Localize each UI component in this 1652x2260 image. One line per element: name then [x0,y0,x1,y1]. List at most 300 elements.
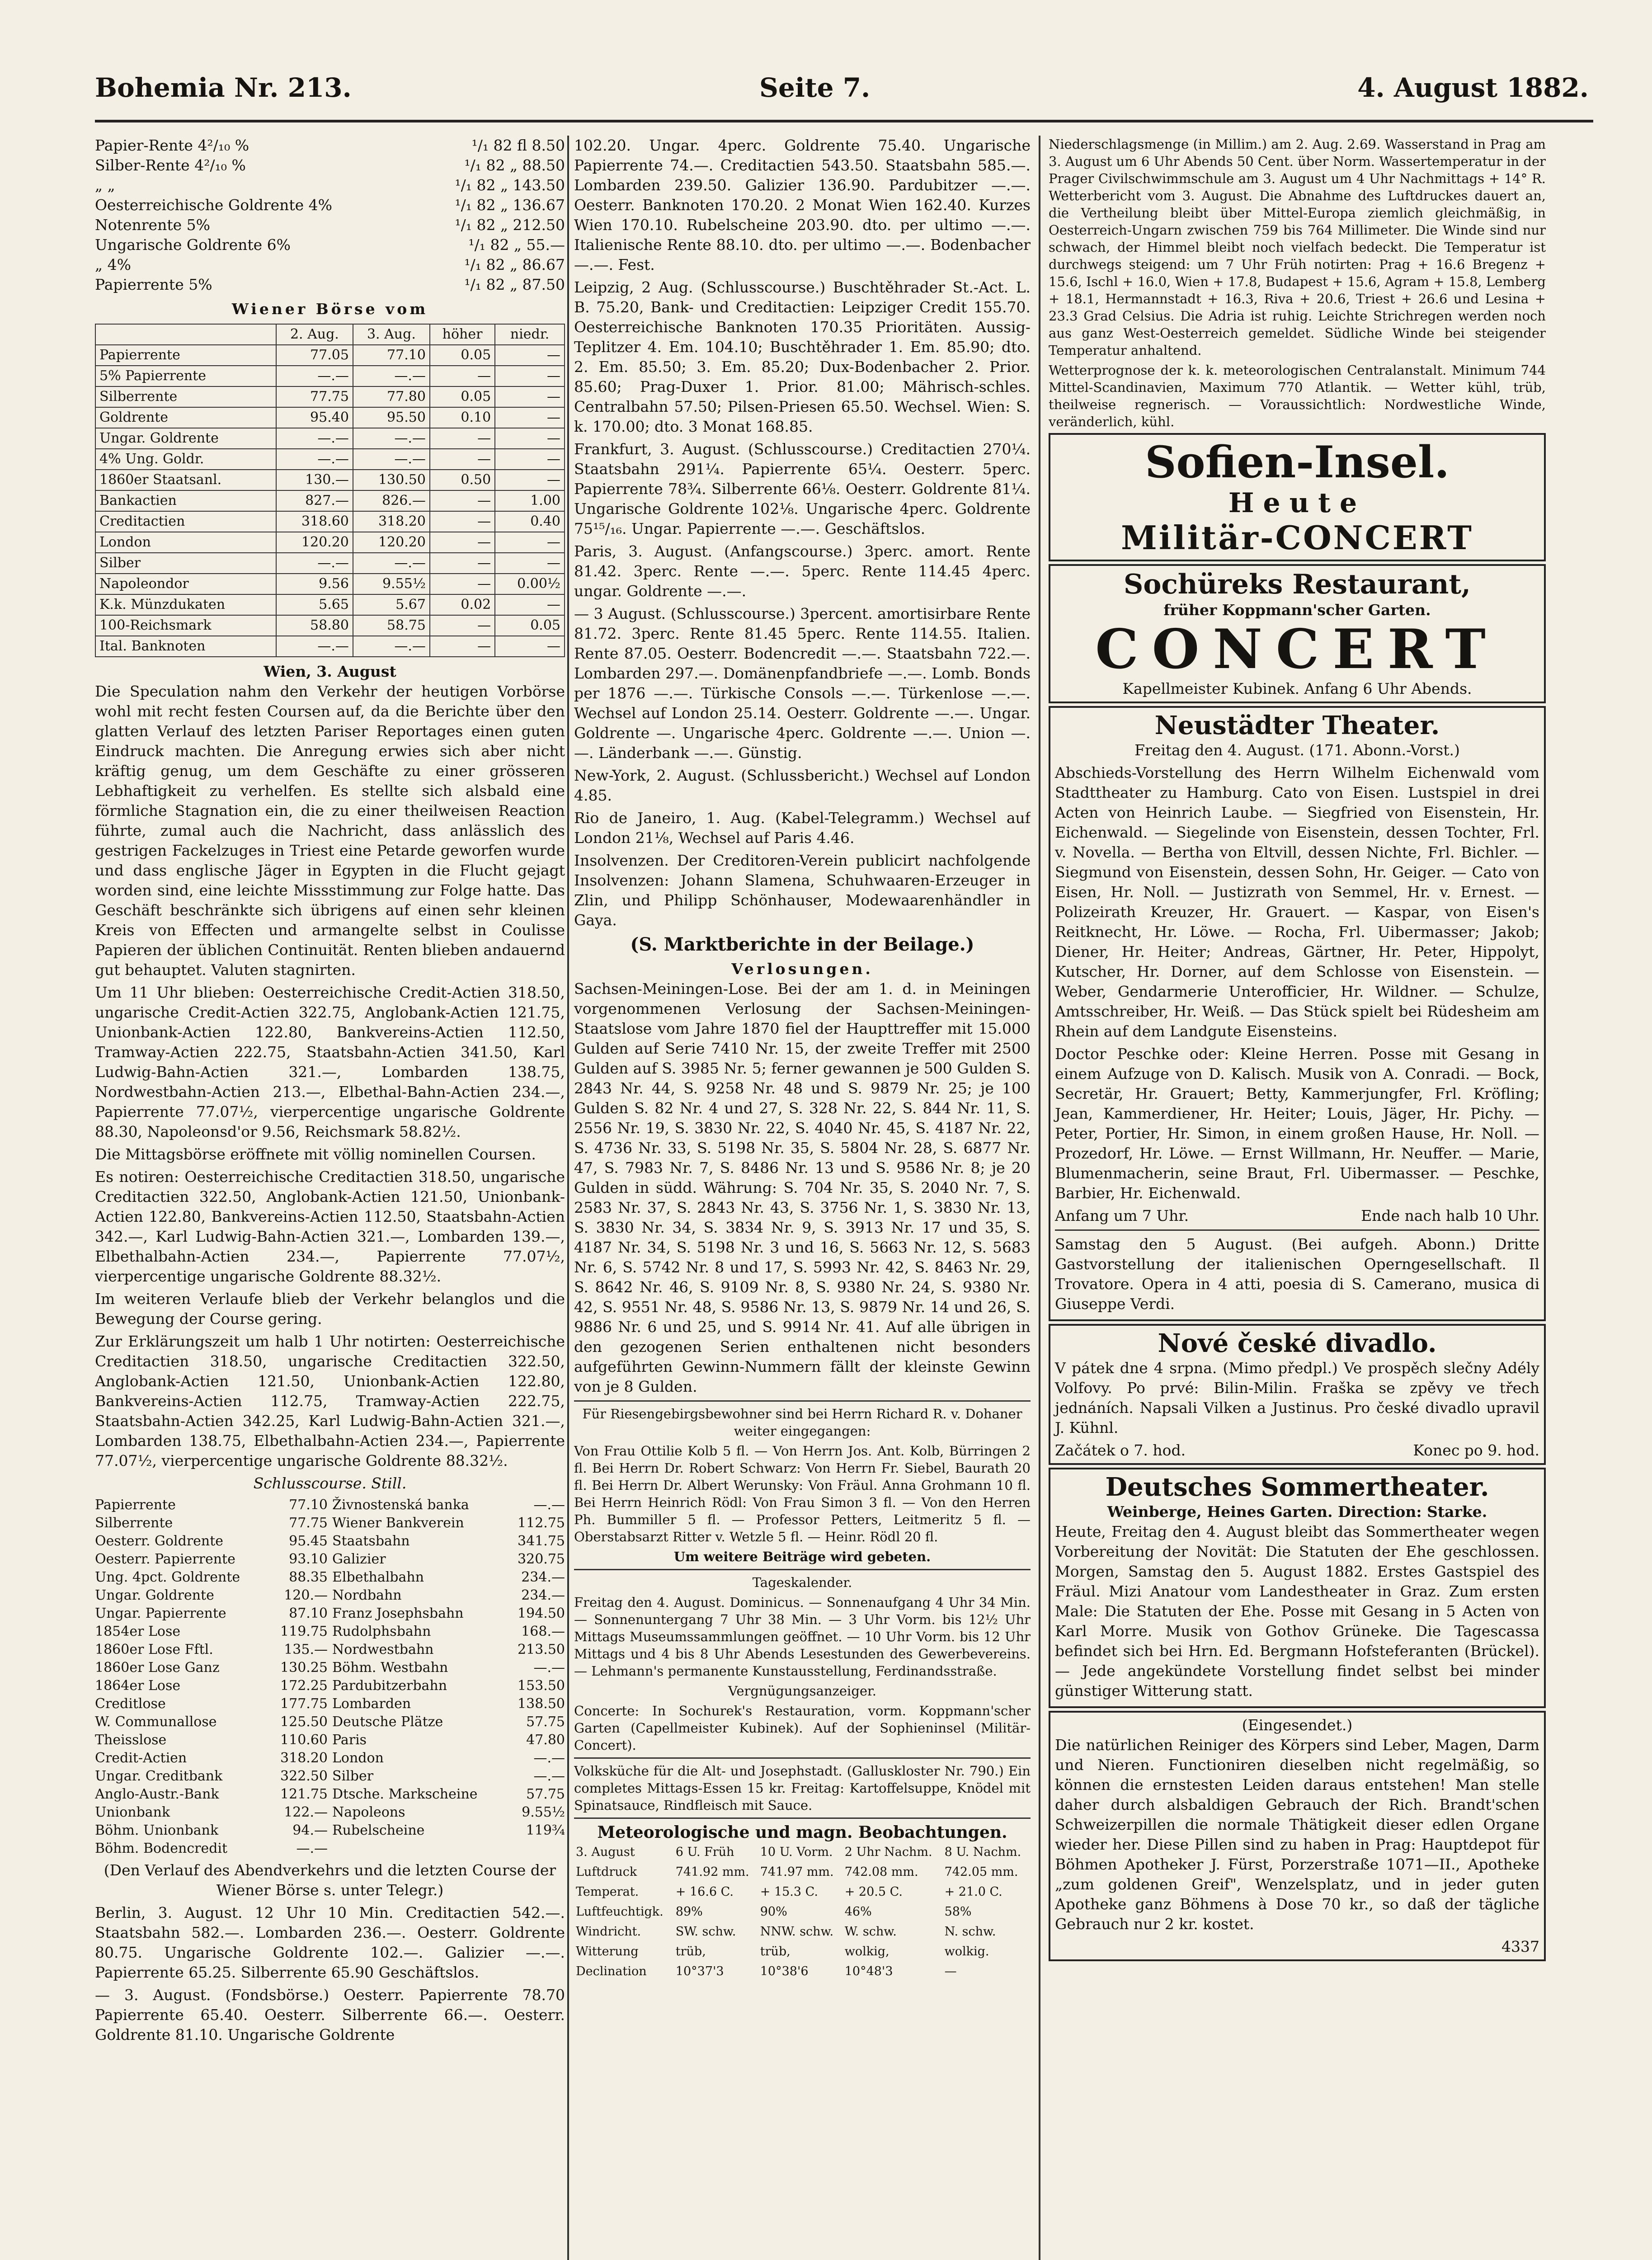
meteo-cell: 742.08 mm. [844,1865,918,1879]
ad-sommer-text: Heute, Freitag den 4. August bleibt das Sommertheater wegen Vorbereitung der Novität: Die Statuten der Ehe geschlossen. Morgen, Samstag den 5. August 1882. Erstes Gastspiel des Fräul. Mizi Anatour vom Landestheater in Graz. Zum ersten Male: Die Statuten der Ehe. Posse mit Gesang in 5 Acten von Karl Morre. Musik von Gothov Grüneke. Die Tagescassa befindet sich bei Hrn. Ed. Bergmann Hofsteferanten (Brückel). — Jede angekündete Vorstellung findet selbst bei minder günstiger Witterung statt. [1055,1523,1539,1700]
rente-value: ¹/₁ 82 „ 136.67 [455,196,565,214]
course-value: 95.45 [289,1533,328,1549]
course-name: Rubelscheine [332,1822,425,1838]
course-value: 153.50 [518,1678,565,1694]
course-name: Ungar. Papierrente [95,1606,226,1621]
table-row-label: Ungar. Goldrente [95,428,276,449]
table-row [95,594,565,615]
course-name: Papierrente [95,1497,176,1513]
meteo-cell: wolkig, [844,1945,890,1959]
ad-theater-text: Abschieds-Vorstellung des Herrn Wilhelm Eichenwald vom Stadttheater zu Hamburg. Cato von Eisen. Lustspiel in drei Acten von Heinrich Laube. — Siegfried von Eisenstein, Hr. Eichenwald. — Siegelinde von Eisenstein, dessen Tochter, Frl. v. Novella. — Bertha von Eltvill, dessen Nichte, Frl. Bichler. — Siegmund von Eisenstein, dessen Sohn, Hr. Geiger. — Cato von Eisen, Hr. Noll. — Justizrath von Semmel, Hr. v. Ernest. — Polizeirath Kreuzer, Hr. Grauert. — Kaspar, von Eisen's Reitknecht, Hr. Löwe. — Rocha, Frl. Uibermasser; Jakob; Diener, Hr. Heiter; Andreas, Gärtner, Hr. Peter, Hippolyt, Kutscher, Hr. Dorner, auf dem Schlosse von Eisenstein. — Weber, Gendarmerie Unterofficier, Hr. Wildner. — Schulze, Amtsschreiber, Hr. Weiß. — Das Stück spielt bei Rüdesheim am Rhein auf dem Landgute Eisensteins. [1055,764,1539,1040]
course-row [332,1785,565,1803]
course-row [95,1550,328,1568]
table-cell: —.— [353,366,430,386]
course-name: Nordwestbahn [332,1642,434,1657]
course-name: Unionbank [95,1804,170,1820]
table-cell: — [430,636,495,657]
course-row [332,1713,565,1731]
boerse-title: Wiener Börse vom [231,300,428,318]
meteo-cell: 742.05 mm. [944,1865,1018,1879]
course-name: Galizier [332,1551,386,1567]
table-row-label: 5% Papierrente [95,366,276,386]
marktberichte-note: (S. Marktberichte in der Beilage.) [630,934,974,955]
table-cell: 0.50 [430,470,495,490]
ad-theater-text2: Doctor Peschke oder: Kleine Herren. Posse mit Gesang in einem Aufzuge von D. Kalisch. Musik von A. Conradi. — Bock, Secretär, Hr. Grauert; Betty, Kammerjungfer, Frl. Kröfling; Jean, Kammerdiener, Hr. Heiter; Louis, Jäger, Hr. Pichy. — Peter, Portier, Hr. Simon, in einem großen Hause, Hr. Noll. — Prozedorf, Hr. Löwe. — Ernst Willmann, Hr. Neuffer. — Marie, Blumenmacherin, seine Braut, Frl. Uibermasser. — Peschke, Barbier, Hr. Eichenwald. [1055,1045,1539,1202]
page-header [95,68,1589,118]
course-name: 1854er Lose [95,1624,181,1639]
ad-theater-next: Samstag den 5 August. (Bei aufgeh. Abonn.) Dritte Gastvorstellung der italienischen Operngesellschaft. Il Trovatore. Opera in 4 atti, poesia di S. Camerano, musica di Giuseppe Verdi. [1055,1235,1539,1313]
table-row-label: Ital. Banknoten [95,636,276,657]
divider [574,1817,1031,1819]
course-value: 119.75 [280,1624,328,1639]
course-name: Pardubitzerbahn [332,1678,447,1694]
course-row [332,1623,565,1641]
ad-eingesendet-number: 4337 [1501,1938,1539,1955]
course-name: Staatsbahn [332,1533,410,1549]
ad-divadlo-start: Začátek o 7. hod. [1055,1441,1186,1459]
course-value: 322.50 [280,1768,328,1784]
course-value: 57.75 [526,1786,565,1802]
rente-row [95,175,565,195]
header-date: 4. August 1882. [1357,72,1589,103]
table-cell: 95.40 [276,407,353,428]
newyork-report: New-York, 2. August. (Schlussbericht.) Wechsel auf London 4.85. [574,767,1031,804]
table-header-row [95,324,565,345]
vergnuegung-text: Concerte: In Sochurek's Restauration, vorm. Koppmann'scher Garten (Capellmeister Kubinek). Auf der Sophieninsel (Militär-Concert). [574,1703,1031,1753]
rentes-list [95,136,565,295]
table-cell: 77.05 [276,345,353,366]
rente-row [95,235,565,255]
report-paragraph: Im weiteren Verlaufe blieb der Verkehr belanglos und die Bewegung der Course gering. [95,1290,565,1328]
meteo-cell: 58% [944,1905,972,1919]
table-row-label: Papierrente [95,345,276,366]
course-name: Paris [332,1732,367,1748]
meteo-header-cell: 6 U. Früh [675,1845,734,1859]
course-value: —.— [533,1660,565,1676]
table-row-label: Silber [95,553,276,574]
meteo-row [574,1862,1031,1882]
meteo-row [574,1882,1031,1902]
meteo-cell: 10°37'3 [675,1964,724,1978]
course-name: Theisslose [95,1732,167,1748]
paris-report: Paris, 3. August. (Anfangscourse.) 3perc. amort. Rente 81.42. 3perc. Rente —.—. 5perc. Rente 114.45 4perc. ungar. Goldrente —.—. [574,542,1031,600]
ad-eingesendet [1049,1711,1546,1961]
course-name: W. Communallose [95,1714,217,1730]
meteo-cell: — [944,1964,957,1978]
meteo-cell: 10°38'6 [760,1964,809,1978]
course-row [95,1587,328,1605]
course-row [332,1767,565,1785]
table-cell: 826.— [353,490,430,511]
table-row [95,449,565,470]
table-row-label: Silberrente [95,386,276,407]
spenden-text: Von Frau Ottilie Kolb 5 fl. — Von Herrn Jos. Ant. Kolb, Bürringen 2 fl. Bei Herrn Dr. Robert Schwarz: Von Herrn Fr. Siebel, Baurath 20 fl. Bei Herrn Dr. Albert Werunsky: Von Fräul. Anna Grohmann 10 fl. Bei Herrn Heinrich Rödl: Von Frau Simon 3 fl. — Von den Herren Ph. Bummiller 5 fl. — Professor Petters, Leitmeritz 5 fl. — Oberstabsarzt Ritter v. Wetzle 5 fl. — Heinr. Rödl 20 fl. [574,1443,1031,1544]
table-cell: 827.— [276,490,353,511]
table-cell: 77.80 [353,386,430,407]
table-cell: 5.65 [276,594,353,615]
course-name: Credit-Actien [95,1750,187,1766]
spenden-heading: Für Riesengebirgsbewohner sind bei Herrn Richard R. v. Dohaner weiter eingegangen: [582,1406,1022,1439]
spenden-tail: Um weitere Beiträge wird gebeten. [673,1549,931,1564]
table-cell: — [495,386,565,407]
meteo-row [574,1902,1031,1922]
course-row [95,1605,328,1623]
table-cell: 130.50 [353,470,430,490]
rente-value: ¹/₁ 82 „ 88.50 [464,156,565,174]
course-row [332,1803,565,1822]
table-row [95,490,565,511]
table-cell: — [495,428,565,449]
table-cell: —.— [276,636,353,657]
rente-name: Notenrente 5% [95,216,210,234]
table-row-label: Bankactien [95,490,276,511]
rente-name: „ 4% [95,256,131,273]
rente-value: ¹/₁ 82 fl 8.50 [471,137,565,154]
tageskalender-heading: Tageskalender. [752,1575,852,1590]
course-value: 57.75 [526,1714,565,1730]
course-row [332,1695,565,1713]
table-cell: 120.20 [353,532,430,553]
ad-sommertheater [1049,1468,1546,1708]
ad-eingesendet-head: (Eingesendet.) [1242,1716,1353,1734]
meteo-heading: Meteorologische und magn. Beobachtungen. [597,1823,1007,1842]
meteo-row [574,1962,1031,1982]
rente-name: Papierrente 5% [95,276,212,293]
meteo-cell: 10°48'3 [844,1964,893,1978]
rio-report: Rio de Janeiro, 1. Aug. (Kabel-Telegramm.) Wechsel auf London 21⅛, Wechsel auf Paris 4.46. [574,809,1031,847]
course-value: 168.— [521,1624,565,1639]
course-value: —.— [533,1750,565,1766]
course-value: 77.10 [289,1497,328,1513]
course-row [95,1840,328,1858]
table-cell: 5.67 [353,594,430,615]
course-value: 130.25 [280,1660,328,1676]
course-row [95,1731,328,1749]
table-row [95,532,565,553]
table-row [95,470,565,490]
meteo-header-cell: 10 U. Vorm. [760,1845,833,1859]
frankfurt-report: Frankfurt, 3. August. (Schlusscourse.) Creditactien 270¼. Staatsbahn 291¼. Papierrente 65¼. Oesterr. 5perc. Papierrente 78¾. Silberrente 66⅛. Oesterr. Goldrente 81¼. Ungarische Goldrente 102⅛. Ungarische 4perc. Goldrente 75¹⁵/₁₆. Ungar. Papierrente —.—. Geschäftslos. [574,440,1031,537]
course-name: Wiener Bankverein [332,1515,464,1531]
course-value: 121.75 [280,1786,328,1802]
table-cell: 1.00 [495,490,565,511]
meteo-header-cell: 3. August [576,1845,635,1859]
meteo-cell: 741.92 mm. [675,1865,749,1879]
table-cell: — [430,532,495,553]
course-value: 318.20 [280,1750,328,1766]
table-cell: 0.10 [430,407,495,428]
course-value: 47.80 [526,1732,565,1748]
table-cell: — [495,366,565,386]
table-cell: — [495,345,565,366]
meteo-cell: wolkig. [944,1945,989,1959]
course-value: 172.25 [280,1678,328,1694]
course-name: Silberrente [95,1515,173,1531]
table-cell: 0.40 [495,511,565,532]
meteo-cell: trüb, [760,1945,791,1959]
course-row [332,1605,565,1623]
table-cell: — [495,470,565,490]
column-1 [95,136,565,2260]
rente-row [95,275,565,295]
table-cell: —.— [276,366,353,386]
header-rule [95,120,1593,122]
rente-value: ¹/₁ 82 „ 143.50 [455,176,565,194]
volkskueche-text: Volksküche für die Alt- und Josephstadt. (Galluskloster Nr. 790.) Ein completes Mittags-Essen 15 kr. Freitag: Kartoffelsuppe, Knödel mit Spinatsauce, Rindfleisch mit Sauce. [574,1763,1031,1813]
table-cell: 130.— [276,470,353,490]
divider [574,1569,1031,1570]
course-name: Oesterr. Papierrente [95,1551,235,1567]
table-cell: 318.20 [353,511,430,532]
course-value: 77.75 [289,1515,328,1531]
berlin-continued: 102.20. Ungar. 4perc. Goldrente 75.40. Ungarische Papierrente 74.—. Creditactien 543.50. Staatsbahn 585.—. Lombarden 239.50. Galizier 136.90. Pardubitzer —.—. Oesterr. Banknoten 170.20. 2 Monat Wien 162.40. Kurzes Wien 170.10. Rubelscheine 203.90. dto. per ultimo —.—. Italienische Rente 88.10. dto. per ultimo —.—. Bodenbacher —.—. Fest. [574,137,1031,273]
table-header-cell: 2. Aug. [276,324,353,345]
course-name: Elbethalbahn [332,1569,424,1585]
meteo-label: Luftdruck [576,1865,637,1879]
rente-name: Oesterreichische Goldrente 4% [95,196,333,214]
course-value: 93.10 [289,1551,328,1567]
course-value: 9.55½ [522,1804,565,1820]
course-row [332,1550,565,1568]
ad-sofien-sub: Heute [1228,487,1366,519]
course-value: 125.50 [280,1714,328,1730]
course-value: 341.75 [518,1533,565,1549]
column-3 [1049,136,1546,2260]
vergnuegung-heading: Vergnügungsanzeiger. [728,1683,876,1699]
table-cell: 0.05 [430,386,495,407]
course-value: 88.35 [289,1569,328,1585]
table-cell: 0.05 [430,345,495,366]
table-cell: — [495,407,565,428]
ad-sochurek-sub: früher Koppmann'scher Garten. [1163,601,1431,619]
rente-row [95,215,565,235]
course-name: Deutsche Plätze [332,1714,443,1730]
course-value: 122.— [284,1804,328,1820]
table-cell: — [430,490,495,511]
table-cell: 95.50 [353,407,430,428]
course-value: —.— [296,1841,328,1856]
course-row [95,1496,328,1514]
report-paragraph: Zur Erklärungszeit um halb 1 Uhr notirten: Oesterreichische Creditactien 318.50, ungarische Creditactien 322.50, Anglobank-Actien 121.50, Unionbank-Actien 122.80, Bankvereins-Actien 112.75, Tramway-Actien 222.75, Staatsbahn-Actien 342.25, Karl Ludwig-Bahn-Actien 321.—, Lombarden 138.75, Elbethalbahn-Actien 234.—, Papierrente 77.07½, vierpercentige ungarische Goldrente 88.32½. [95,1332,565,1469]
meteo-header-cell: 8 U. Nachm. [944,1845,1021,1859]
rente-row [95,155,565,175]
table-cell: —.— [353,636,430,657]
meteo-cell: trüb, [675,1945,706,1959]
rente-row [95,255,565,275]
meteo-label: Declination [576,1964,647,1978]
table-header-cell: 3. Aug. [353,324,430,345]
meteo-row [574,1942,1031,1962]
table-cell: 9.55½ [353,574,430,594]
course-value: 320.75 [518,1551,565,1567]
divider [574,1400,1031,1402]
table-row [95,511,565,532]
course-row [95,1659,328,1677]
course-row [332,1532,565,1550]
course-name: Ung. 4pct. Goldrente [95,1569,240,1585]
course-row [332,1677,565,1695]
boerse-table [95,324,565,657]
course-value: 177.75 [280,1696,328,1712]
table-cell: — [495,594,565,615]
table-cell: —.— [276,428,353,449]
meteo-table [574,1842,1031,1982]
verlosungen-heading: Verlosungen. [731,960,873,978]
ad-sochurek [1049,564,1546,703]
table-cell: — [430,574,495,594]
meteo-cell: 46% [844,1905,872,1919]
course-value: 194.50 [518,1606,565,1621]
course-value: 120.— [284,1587,328,1603]
meteo-cell: NNW. schw. [760,1925,834,1939]
course-row [95,1641,328,1659]
report-paragraph: Die Speculation nahm den Verkehr der heutigen Vorbörse wohl mit recht festen Coursen auf, da die Berichte über den glatten Verlauf des letzten Pariser Reportages einen guten Eindruck machten. Die Anregung erwies sich aber nicht kräftig genug, um dem Geschäfte zu einer grösseren Lebhaftigkeit zu verhelfen. Es stellte sich alsbald eine förmliche Stagnation ein, die zu einer theilweisen Reaction führte, zumal auch die Nachricht, dass anlässlich des gestrigen Fackelzuges in Triest eine Petarde geworfen wurde und dass englische Jäger in Egypten in die Flucht gejagt worden sind, eine leichte Missstimmung zur Folge hatte. Das Geschäft beschränkte sich übrigens auf einen sehr kleinen Kreis von Effecten und armangelte selbst in Coulisse Papieren der üblichen Continuität. Renten blieben andauernd gut behauptet. Valuten stagnirten. [95,683,565,979]
rente-row [95,195,565,215]
meteo-label: Windricht. [576,1925,641,1939]
table-cell: 77.75 [276,386,353,407]
table-row [95,366,565,386]
course-name: Böhm. Bodencredit [95,1841,228,1856]
ad-theater-title: Neustädter Theater. [1154,711,1440,740]
course-value: 87.10 [289,1606,328,1621]
course-name: 1860er Lose Fftl. [95,1642,213,1657]
table-cell: 120.20 [276,532,353,553]
ad-neustaedter-theater [1049,706,1546,1321]
schluss-right [332,1496,565,1858]
table-row [95,407,565,428]
course-name: Dtsche. Markscheine [332,1786,478,1802]
table-cell: —.— [276,553,353,574]
course-name: Živnostenská banka [332,1497,469,1513]
table-cell: —.— [353,428,430,449]
course-row [332,1822,565,1840]
table-row [95,615,565,636]
weather-prognosis: Wetterprognose der k. k. meteorologischen Centralanstalt. Minimum 744 Mittel-Scandinavien, Maximum 770 Atlantik. — Wetter kühl, trüb, theilweise regnerisch. — Voraussichtlich: Nordwestliche Winde, veränderlich, kühl. [1049,363,1546,429]
course-name: Lombarden [332,1696,411,1712]
rente-value: ¹/₁ 82 „ 87.50 [464,276,565,293]
insolvenzen: Insolvenzen. Der Creditoren-Verein publicirt nachfolgende Insolvenzen: Johann Slamena, Schuhwaaren-Erzeuger in Zlin, und Philipp Schönhauser, Modewaarenhändler in Gaya. [574,852,1031,929]
meteo-header-cell: 2 Uhr Nachm. [844,1845,932,1859]
course-row [95,1785,328,1803]
weather-report: Niederschlagsmenge (in Millim.) am 2. Aug. 2.69. Wasserstand in Prag am 3. August um 6 Uhr Abends 50 Cent. über Norm. Wassertemperatur in der Prager Civilschwimmschule am 3. August um 4 Uhr Nachmittags + 14° R. Wetterbericht vom 3. August. Die Abnahme des Luftdruckes dauert an, die Vertheilung bleibt über Mittel-Europa ziemlich gleichmäßig, in Oesterreich-Ungarn zwischen 759 bis 764 Millimeter. Die Winde sind nur schwach, der Himmel bleibt noch vielfach bedeckt. Die Temperatur ist durchwegs steigend: um 7 Uhr Früh notirten: Prag + 16.6 Bregenz + 15.6, Ischl + 16.0, Wien + 17.8, Budapest + 15.6, Agram + 15.8, Lemberg + 18.1, Hermannstadt + 16.3, Riva + 20.6, Triest + 26.6 und Lesina + 23.3 Grad Celsius. Die Adria ist ruhig. Leichte Strichregen werden noch aus ganz West-Oesterreich gemeldet. Südliche Winde bei steigender Temperatur anhaltend. [1049,137,1546,358]
table-row-label: London [95,532,276,553]
table-row [95,574,565,594]
rente-value: ¹/₁ 82 „ 212.50 [455,216,565,234]
meteo-cell: 90% [760,1905,787,1919]
course-value: 138.50 [518,1696,565,1712]
table-cell: — [495,449,565,470]
column-divider [567,136,569,2260]
table-header-cell: höher [430,324,495,345]
course-row [332,1731,565,1749]
tageskalender-text: Freitag den 4. August. Dominicus. — Sonnenaufgang 4 Uhr 34 Min. — Sonnenuntergang 7 Uhr 38 Min. — 3 Uhr Vorm. bis 12½ Uhr Mittags Museumssammlungen geöffnet. — 10 Uhr Vorm. bis 12 Uhr Mittags und 4 bis 8 Uhr Abends Lesestunden des Gewerbevereins. — Lehmann's permanente Kunstausstellung, Ferdinandsstraße. [574,1595,1031,1679]
table-cell: —.— [276,449,353,470]
course-value: 234.— [521,1569,565,1585]
course-row [332,1641,565,1659]
rente-name: Papier-Rente 4²/₁₀ % [95,137,249,154]
course-name: Ungar. Goldrente [95,1587,214,1603]
schluss-heading: Schlusscourse. Still. [253,1474,407,1492]
ad-sommer-sub: Weinberge, Heines Garten. Direction: Starke. [1107,1503,1487,1521]
ad-divadlo-times [1055,1441,1539,1460]
report-paragraph: Um 11 Uhr blieben: Oesterreichische Credit-Actien 318.50, ungarische Credit-Actien 322.75, Anglobank-Actien 121.75, Unionbank-Actien 122.80, Bankvereins-Actien 112.50, Tramway-Actien 222.75, Staatsbahn-Actien 341.50, Karl Ludwig-Bahn-Actien 321.—, Lombarden 138.75, Nordwestbahn-Actien 213.—, Elbethal-Bahn-Actien 234.—, Papierrente 77.07½, vierpercentige ungarische Goldrente 88.30, Napoleonsd'or 9.56, Reichsmark 58.82½. [95,984,565,1140]
meteo-header-row [574,1842,1031,1862]
table-cell: 0.00½ [495,574,565,594]
ad-sofien-concert: Militär-CONCERT [1121,518,1473,557]
course-value: 234.— [521,1587,565,1603]
table-cell: 77.10 [353,345,430,366]
ad-sofien-insel [1049,433,1546,561]
course-name: Böhm. Unionbank [95,1822,219,1838]
table-cell: —.— [353,553,430,574]
meteo-cell: 741.97 mm. [760,1865,834,1879]
table-cell: — [430,553,495,574]
report-paragraph: Die Mittagsbörse eröffnete mit völlig nominellen Coursen. [95,1145,536,1163]
schluss-left [95,1496,328,1858]
course-row [95,1803,328,1822]
header-left: Bohemia Nr. 213. [95,72,352,103]
ad-sochurek-concert: CONCERT [1095,617,1499,681]
meteo-label: Witterung [576,1945,639,1959]
course-name: Böhm. Westbahn [332,1660,448,1676]
table-cell: 58.75 [353,615,430,636]
course-name: London [332,1750,384,1766]
course-value: 135.— [284,1642,328,1657]
ad-divadlo-text: V pátek dne 4 srpna. (Mimo předpl.) Ve prospěch slečny Adély Volfovy. Po prvé: Bilin-Milin. Fraška se zpěvy ve třech jednáních. Napsali Vilken a Justinus. Pro české divadlo upravil J. Kühnl. [1055,1359,1539,1436]
table-cell: — [495,636,565,657]
course-value: 110.60 [280,1732,328,1748]
course-row [332,1587,565,1605]
course-row [95,1514,328,1532]
meteo-cell: + 21.0 C. [944,1885,1002,1899]
table-header-cell [95,324,276,345]
table-cell: 58.80 [276,615,353,636]
table-cell: — [495,532,565,553]
table-cell: — [430,615,495,636]
ad-theater-start: Anfang um 7 Uhr. [1055,1207,1189,1224]
header-page-number: Seite 7. [759,72,871,103]
course-value: 94.— [292,1822,328,1838]
course-value: 112.75 [518,1515,565,1531]
table-cell: — [495,553,565,574]
rente-value: ¹/₁ 82 „ 55.— [468,236,565,254]
berlin-fondsboerse: — 3. August. (Fondsbörse.) Oesterr. Papierrente 78.70 Papierrente 65.40. Oesterr. Silberrente 66.—. Oesterr. Goldrente 81.10. Ungarische Goldrente [95,1986,565,2043]
ad-sochurek-title: Sochüreks Restaurant, [1124,569,1471,600]
course-row [332,1514,565,1532]
meteo-cell: + 16.6 C. [675,1885,734,1899]
ad-eingesendet-text: Die natürlichen Reiniger des Körpers sind Leber, Magen, Darm und Nieren. Functioniren dieselben nicht regelmäßig, so können die ernstesten Leiden daraus entstehen! Man stelle daher durch alsbaldigen Gebrauch der Rich. Brandt'schen Schweizerpillen die normale Thätigkeit dieser edlen Organe wieder her. Diese Pillen sind zu haben in Prag: Hauptdepot für Böhmen Apotheker J. Fürst, Porzerstraße 1071—II., Apotheke „zum goldenen Greif", Wenzelsplatz, und in jeder guten Apotheke ganz Böhmens à Dose 70 kr., so daß der tägliche Gebrauch nur 2 kr. kostet. [1055,1736,1539,1933]
ad-sofien-title: Sofien-Insel. [1145,437,1450,488]
table-row [95,345,565,366]
column-divider [1039,136,1040,2260]
divider [574,1757,1031,1759]
course-row [332,1749,565,1767]
course-value: —.— [533,1768,565,1784]
column-2 [574,136,1031,2260]
divider [1055,1229,1539,1231]
meteo-row [574,1922,1031,1942]
course-name: Silber [332,1768,374,1784]
course-row [95,1568,328,1587]
meteo-cell: SW. schw. [675,1925,736,1939]
ad-divadlo-end: Konec po 9. hod. [1413,1441,1539,1459]
course-name: 1864er Lose [95,1678,181,1694]
meteo-cell: + 20.5 C. [844,1885,903,1899]
ad-ceske-divadlo [1049,1324,1546,1465]
table-cell: 318.60 [276,511,353,532]
table-cell: 0.02 [430,594,495,615]
meteo-cell: + 15.3 C. [760,1885,818,1899]
